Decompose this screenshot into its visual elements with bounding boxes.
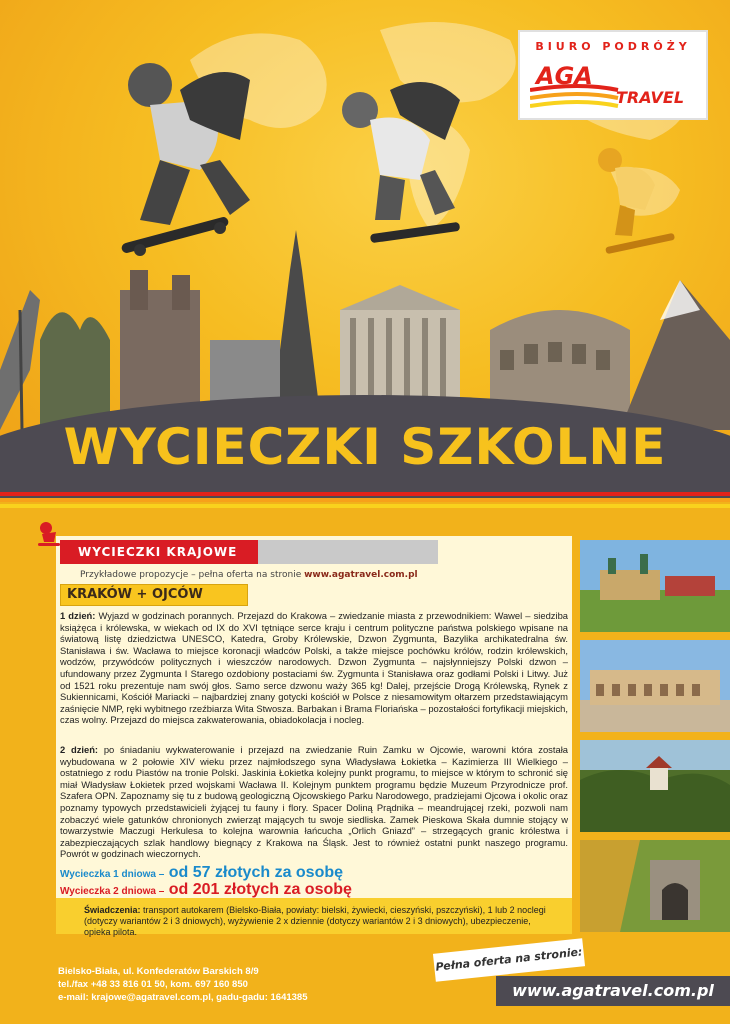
price-2-label: Wycieczka 2 dniowa – xyxy=(60,886,165,897)
page-title: WYCIECZKI SZKOLNE xyxy=(63,418,667,476)
day2-description xyxy=(60,744,568,860)
logo-travel: TRAVEL xyxy=(616,88,685,107)
contact-info xyxy=(58,965,308,1004)
day2-label: 2 dzień: xyxy=(60,744,99,755)
logo-aga: AGA xyxy=(536,62,593,90)
contact-phone[interactable]: tel./fax +48 33 816 01 50, kom. 697 160 850 xyxy=(58,979,248,990)
price-2-value: od 201 złotych za osobę xyxy=(168,881,352,898)
contact-email[interactable]: e-mail: krajowe@agatravel.com.pl, gadu-gadu: 1641385 xyxy=(58,992,308,1003)
photo-cloth-hall xyxy=(580,640,730,732)
photo-pieskowa-skala xyxy=(580,740,730,832)
logo-swoosh-icon xyxy=(530,84,620,114)
logo-subtitle: BIURO PODRÓŻY xyxy=(535,40,691,53)
website-link[interactable]: www.agatravel.com.pl xyxy=(496,976,730,1006)
section-header: WYCIECZKI KRAJOWE xyxy=(60,540,258,564)
destination-title: KRAKÓW + OJCÓW xyxy=(60,584,248,606)
day1-label: 1 dzień: xyxy=(60,610,96,621)
benefits-label: Świadczenia: xyxy=(84,905,141,915)
benefits-text: transport autokarem (Bielsko-Biała, powiaty: bielski, żywiecki, cieszyński, pszczyński), 1 lub 2 noclegi (dotyczy wariantów 2 i 3 dniowych), wyżywienie 2 x dziennie (dotyczy wariantów 2 i 3 dniowych), ubezpieczenie, opieka pilota. xyxy=(84,905,546,937)
photo-wawel-castle xyxy=(580,540,730,632)
benefits-text-block xyxy=(84,905,554,938)
hero-banner xyxy=(0,0,730,500)
day2-text: po śniadaniu wykwaterowanie i przejazd na zwiedzanie Ruin Zamku w Ojcowie, warowni która została wybudowana w 2 połowie XIV wieku przez najmłodszego syna Władysława Łokietka – Kazimierza III Wielkiego – ostatniego z rodu Piastów na tronie Polski. Jaskinia Łokietka kolejny punkt programu, to miejsce w którym to schronić się miał Władysław Łokietek przed wojskami Wacława II. Kolejnym punktem programu będzie Muzeum Przyrodnicze prof. Szafera OPN. Zapoznamy się tu z budową geologiczną Ojcowskiego Parku Narodowego, pradziejami Ojcowa i okolic oraz poznamy typowych przedstawicieli żyjącej tu fauny i flory. Spacer Doliną Prądnika – meandrującej rzeki, pozwoli nam zobaczyć wiele gatunków chronionych zwierząt mających tu swoje siedliska. Zamek Pieskowa Skała dumnie stojący w towarzystwie Maczugi Herkulesa to kolejna warownia łańcucha „Orlich Gniazd” – strzegących granic królestwa i zabezpieczających szlak handlowy biegnący z Krakowa na Śląsk. Jest to również ostatni punkt naszego programu. Powrót w godzinach wieczornych. xyxy=(60,744,568,860)
contact-address: Bielsko-Biała, ul. Konfederatów Barskich 8/9 xyxy=(58,966,259,977)
price-1-label: Wycieczka 1 dniowa – xyxy=(60,869,165,880)
section-header-strip xyxy=(258,540,438,564)
offer-note xyxy=(80,570,460,580)
price-1-value: od 57 złotych za osobę xyxy=(168,864,344,881)
price-2-day xyxy=(60,881,352,899)
aga-travel-logo[interactable] xyxy=(518,30,708,120)
full-offer-label: Pełna oferta na stronie: xyxy=(433,938,585,982)
benefits-box xyxy=(56,898,572,937)
photo-column xyxy=(580,540,730,940)
day1-text: Wyjazd w godzinach porannych. Przejazd do Krakowa – zwiedzanie miasta z przewodnikiem: Wawel – siedziba książęca i królewska, w wiekach od IX do XVI tętniące serce kraju i centrum polityczne państwa polskiego wpisane na światową listę dziedzictwa UNESCO, Katedra, Groby Królewskie, Dzwon Zygmunta, Bazylika archikatedralna św. Stanisława i św. Wacława to miejsce koronacji władców Polski, a także miejsce pochówku królów, rodzin królewskich, wodzów, przywódców politycznych i wieszczów narodowych. Dzwon Zygmunta – najsłynniejszy Polski dzwon – ufundowany przez Zygmunta I Starego ozdobiony postaciami św. Zygmunta i Stanisława oraz godłami Polski i Litwy. Już od 1521 roku prezentuje nam swój głos. Samo serce dzwonu waży 365 kg! Dalej, przejście Drogą Królewską, Rynek z Sukiennicami, Kościół Mariacki – najbardziej znany gotycki kościół w Polsce z niesamowitym ołtarzem przedstawiającym zaśnięcie NMP, ręki wybitnego rzeźbiarza Wita Stwosza. Barbakan i Brama Floriańska – pozostałości fortyfikacji miejskich, czas wolny. Przejazd do miejsca zakwaterowania, obiadokolacja i nocleg. xyxy=(60,610,569,726)
price-1-day xyxy=(60,864,343,882)
offer-note-text: Przykładowe propozycje – pełna oferta na stronie xyxy=(80,570,302,580)
day1-description xyxy=(60,610,568,726)
photo-ojcow-gate xyxy=(580,840,730,932)
offer-note-link[interactable]: www.agatravel.com.pl xyxy=(304,570,418,580)
divider-stripes xyxy=(0,492,730,516)
